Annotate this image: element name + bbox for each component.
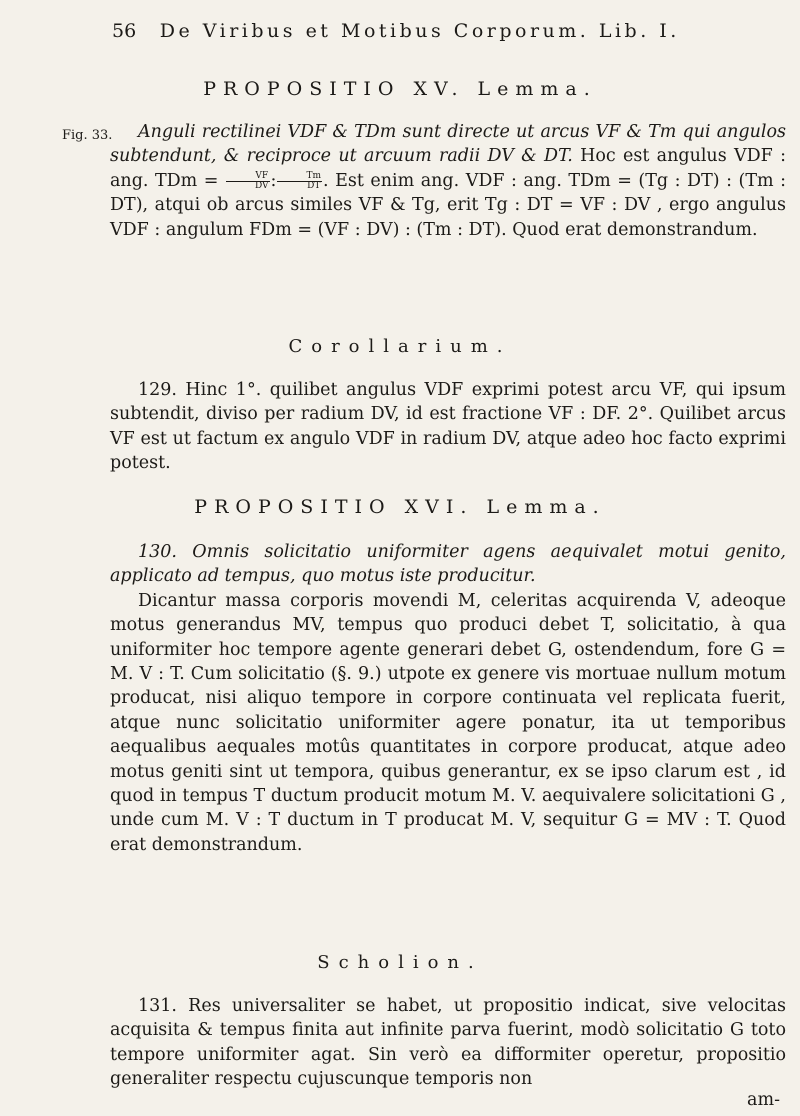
proposition-16-heading: PROPOSITIO XVI. Lemma. [194, 496, 606, 518]
page-number: 56 [112, 20, 137, 42]
figure-reference: Fig. 33. [62, 128, 113, 143]
proposition-15-statement: Anguli rectilinei VDF & TDm sunt directe ut arcus VF & Tm qui angulos subtendunt, & reciproce ut arcuum radii DV & DT. [110, 122, 786, 167]
running-title: De Viribus et Motibus Corporum. Lib. I. [159, 20, 680, 42]
corollarium-heading: Corollarium. [288, 336, 512, 357]
running-head [112, 20, 792, 42]
scholion-text: 131. Res universaliter se habet, ut propositio indicat, sive velocitas acquisita & tempus finita aut infinite parva fuerint, modò solicitatio G toto tempore uniformiter agat. Sin verò ea difformiter operetur, propositio generaliter respectu cujuscunque temporis non [110, 996, 786, 1090]
catchword: am- [747, 1090, 780, 1110]
proposition-15-proof-start: Hoc est angulus VDF : ang. TDm = [110, 146, 787, 191]
proposition-16-statement: 130. Omnis solicitatio uniformiter agens aequivalet motui genito, applicato ad tempus, quo motus iste producitur. [110, 542, 786, 587]
proposition-15-proof-end: . Est enim ang. VDF : ang. TDm = (Tg : DT) : (Tm : DT), atqui ob arcus similes VF & Tg, erit Tg : DT = VF : DV , ergo angulus VDF : angulum FDm = (VF : DV) : (Tm : DT). Quod erat demonstrandum. [110, 170, 786, 240]
proposition-15-heading: PROPOSITIO XV. Lemma. [203, 78, 597, 100]
proposition-15-body: Anguli rectilinei VDF & TDm sunt directe ut arcus VF & Tm qui angulos subtendunt, & reciproce ut arcuum radii DV & DT. Hoc est angulus VDF : ang. TDm = $\frac{VF}{DV}$ : $\frac{Tm}{DT}$ . Est enim ang. VDF : ang. TDm = (Tg : DT) : (Tm : DT), atqui ob arcus similes VF & Tg, erit Tg : DT = VF : DV , ergo angulus VDF : angulum FDm = (VF : DV) : (Tm : DT). Quod erat demonstrandum. [110, 122, 787, 240]
scholion-body [110, 994, 786, 1092]
proposition-16-proof: Dicantur massa corporis movendi M, celeritas acquirenda V, adeoque motus generandus MV, tempus quo produci debet T, solicitatio, à qua uniformiter hoc tempore agente generari debet G, ostendendum, fore G = M. V : T. Cum solicitatio (§. 9.) utpote ex genere vis mortuae nullum motum producat, nisi aliquo tempore in corpore continuata vel replicata fuerit, atque nunc solicitatio uniformiter agere ponatur, ita ut temporibus aequalibus aequales motûs quantitates in corpore producat, atque adeo motus geniti sint ut tempora, quibus generantur, ex se ipso clarum est , id quod in tempus T ductum producit motum M. V. aequivalere solicitationi G , unde cum M. V : T ductum in T producat M. V, sequitur G = MV : T. Quod erat demonstrandum. [110, 590, 786, 855]
fraction-vf-dv: $\frac{VF}{DV}$ [226, 172, 270, 191]
fraction-tm-dt: $\frac{Tm}{DT}$ [277, 172, 322, 191]
scholion-heading: Scholion. [317, 952, 483, 973]
proposition-16-body [110, 540, 786, 857]
corollarium-body [110, 378, 786, 476]
corollarium-text: 129. Hinc 1°. quilibet angulus VDF exprimi potest arcu VF, qui ipsum subtendit, diviso per radium DV, id est fractione VF : DF. 2°. Quilibet arcus VF est ut factum ex angulo VDF in radium DV, atque adeo hoc facto exprimi potest. [110, 380, 786, 474]
